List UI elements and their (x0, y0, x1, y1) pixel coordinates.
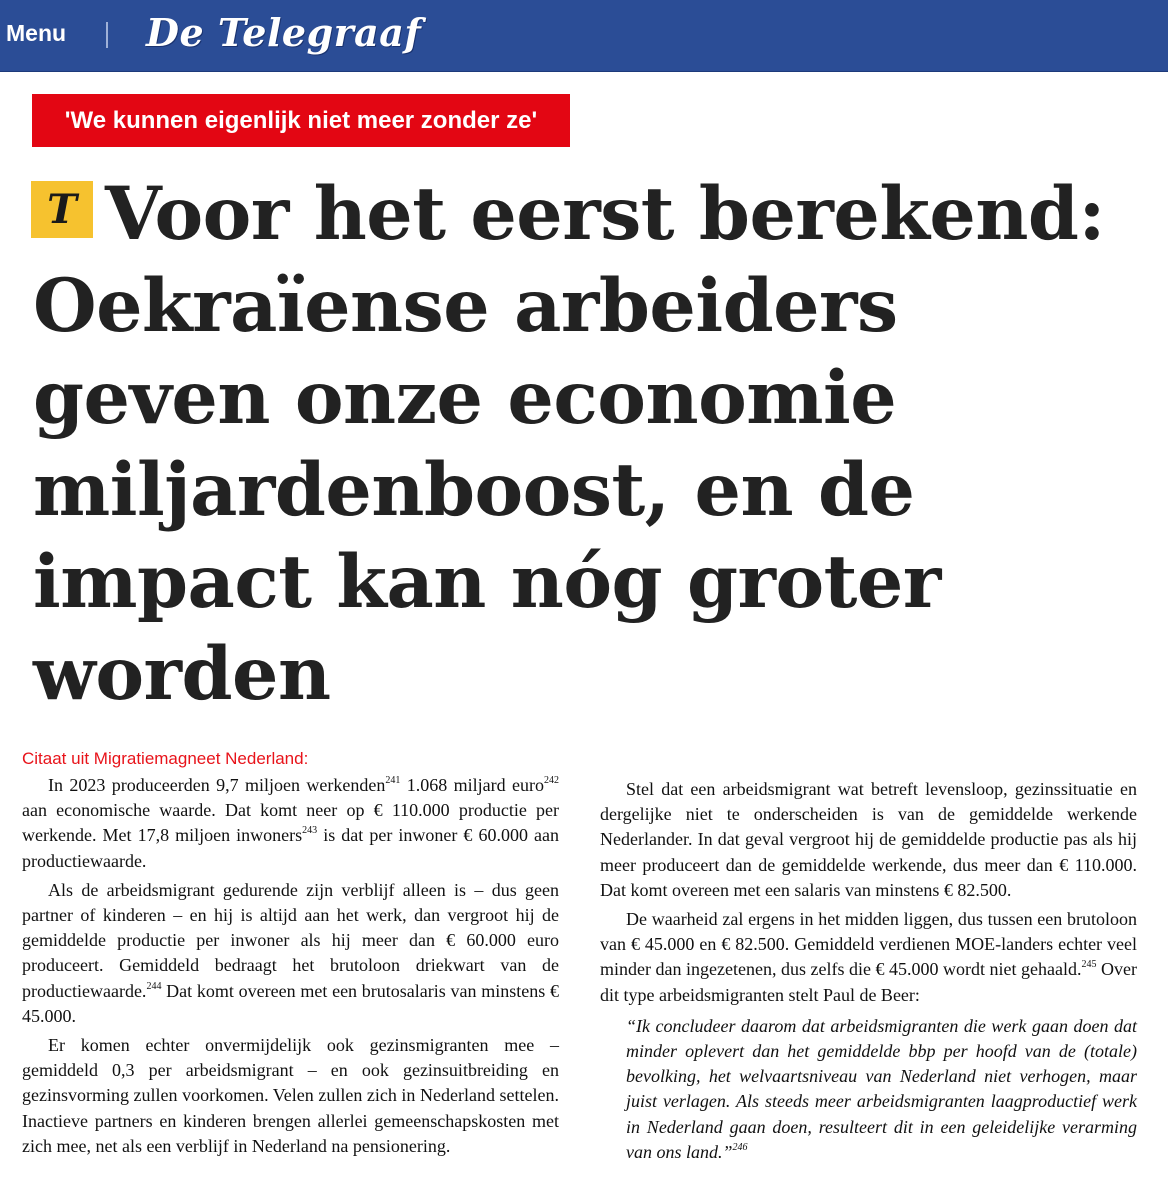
cited-quote (626, 1014, 1137, 1165)
quote-paragraph (22, 878, 559, 1029)
text-run: Over dit type arbeidsmigranten stelt Paul de Beer: (600, 959, 1137, 1005)
text-run: is dat per inwoner € 60.000 aan productiewaarde. (22, 825, 560, 871)
menu-button[interactable]: Menu (6, 20, 67, 46)
footnote-ref: 244 (146, 980, 162, 992)
text-run: “Ik concludeer daarom dat arbeidsmigranten die werk gaan doen dat minder oplevert dan het gemiddelde bbp per hoofd van de (totale) bevolking, het welvaartsniveau van Nederland niet verhogen, maar juist verlagen. Als steeds meer arbeidsmigranten laagproductief werk in Nederland gaan doen, resulteert dit in een geleidelijke verarming van ons land.” (626, 1015, 1137, 1162)
text-run: De waarheid zal ergens in het midden liggen, dus tussen een brutoloon van € 45.000 en € 82.500. Gemiddeld verdienen MOE-landers echter veel minder dan ingezetenen, dus zelfs die € 45.000 wordt niet gehaald. (600, 909, 1137, 980)
nav-divider (106, 22, 108, 48)
quote-paragraph: Stel dat een arbeidsmigrant wat betreft levensloop, gezinssituatie en dergelijke niet te onderscheiden is van de gemiddelde werkende Nederlander. In dat geval vergroot hij de gemiddelde productie pas als hij meer produceert dan de gemiddelde werkende, dus meer dan € 110.000. Dat komt overeen met een salaris van minstens € 82.500. (600, 779, 1137, 900)
text-run: Als de arbeidsmigrant gedurende zijn verblijf alleen is – dus geen partner of kinderen – en hij is altijd aan het werk, dan vergroot hij de gemiddelde productie per inwoner als hij meer dan € 60.000 euro produceert. Gemiddeld bedraagt het brutoloon driekwart van de productiewaarde. (22, 879, 559, 1001)
footnote-ref: 242 (543, 775, 559, 786)
text-run: In 2023 produceerden 9,7 miljoen werkenden (48, 775, 386, 795)
text-run: Dat komt overeen met een brutosalaris van minstens € 45.000. (22, 980, 559, 1026)
text-run: 1.068 miljard euro (400, 775, 544, 795)
telegraaf-logo[interactable]: De Telegraaf (146, 10, 422, 55)
quote-paragraph (22, 773, 559, 874)
footnote-ref: 243 (302, 825, 318, 837)
footnote-ref: 245 (1081, 959, 1097, 971)
quote-column-left (22, 773, 559, 1163)
footnote-ref: 246 (732, 1141, 748, 1153)
text-run: aan economische waarde. Dat komt neer op € 110.000 productie per werkende. Met 17,8 miljoen inwoners (22, 800, 559, 846)
quote-paragraph: Er komen echter onvermijdelijk ook gezinsmigranten mee – gemiddeld 0,3 per arbeidsmigrant – en ook gezinsuitbreiding en gezinsvorming zullen voorkomen. Velen zullen zich in Nederland settelen. Inactieve partners en kinderen brengen allerlei gemeenschapskosten met zich mee, net als een verblijf in Nederland na pensionering. (22, 1035, 559, 1156)
quote-source-label: Citaat uit Migratiemagneet Nederland: (22, 749, 309, 768)
top-navigation-bar (0, 0, 1168, 72)
t-icon-letter: T (47, 186, 77, 233)
footnote-ref: 241 (385, 775, 401, 786)
quote-paragraph (600, 907, 1137, 1008)
quote-column-right (600, 777, 1137, 1165)
article-headline: Voor het eerst berekend: Oekraïense arbeiders geven onze economie miljardenboost, en de impact kan nóg groter worden (33, 171, 1105, 717)
article-kicker: 'We kunnen eigenlijk niet meer zonder ze' (32, 94, 570, 147)
